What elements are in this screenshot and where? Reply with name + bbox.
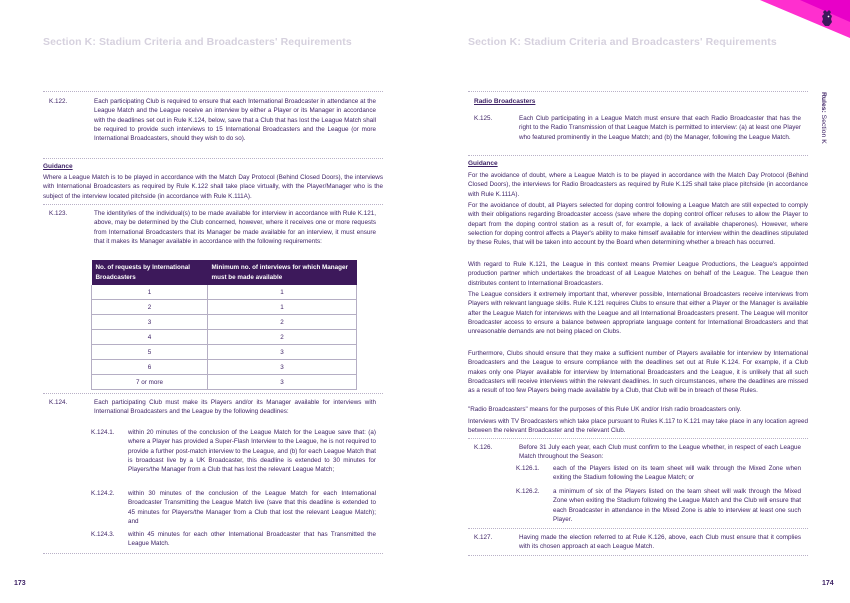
- guidance-paragraph: With regard to Rule K.121, the League in this context means Premier League Productions, the League's appointed production partner which undertakes the broadcast of all League Matches on behalf of the League. The League then distributes content to International Broadcasters.: [468, 261, 808, 287]
- guidance-heading: Guidance: [468, 160, 498, 167]
- table-cell: 5: [92, 345, 208, 360]
- table-cell: 2: [92, 300, 208, 315]
- rule-number: K.123.: [49, 210, 68, 217]
- rule-k123: [49, 209, 376, 246]
- rule-text: Having made the election referred to at Rule K.126, above, each Club must ensure that it complies with its chosen approach at each League Match.: [519, 534, 801, 551]
- rule-number: K.122.: [49, 98, 68, 105]
- rule-number: K.126.2.: [516, 488, 540, 495]
- rule-text: Each participating Club is required to ensure that each International Broadcaster in attendance at the League Match and the League receive an interview by either a Player or its Manager in accordance with the deadlines set out in Rule K.124, below, save that a Club that has lost the League Match shall be required to provide such interviews to 15 International Broadcasters and the League (or more International Broadcasters, should they wish to do so).: [94, 98, 376, 143]
- table-cell: 6: [92, 360, 208, 375]
- rule-text: each of the Players listed on its team sheet will walk through the Mixed Zone when exiting the Stadium following the League Match; or: [553, 465, 801, 482]
- rule-text: a minimum of six of the Players listed on the team sheet will walk through the Mixed Zone when exiting the Stadium following the League Match and the Club will ensure that each Broadcaster in attendance in the Mixed Zone is able to interview at least one such Player.: [553, 488, 801, 523]
- rule-number: K.124.3.: [91, 531, 115, 538]
- table-row: [92, 330, 357, 345]
- page-header: Section K: Stadium Criteria and Broadcasters' Requirements: [43, 36, 352, 48]
- table-cell: 4: [92, 330, 208, 345]
- guidance-paragraph: Furthermore, Clubs should ensure that they make a sufficient number of Players available for interview by International Broadcasters and the League to ensure compliance with the deadlines set out at Rule K.124. For example, if a Club makes only one Player available for interview by International Broadcasters and the League, it is unlikely that all such Broadcasters will receive interviews within the relevant deadlines. In such circumstances, where the deadlines are missed as a result of too few Players being made available by a Club, that Club will be in breach of these Rules.: [468, 350, 808, 395]
- rule-k126: [474, 443, 801, 462]
- rule-text: Before 31 July each year, each Club must confirm to the League whether, in respect of each League Match throughout the Season:: [519, 444, 801, 461]
- table-cell: 1: [208, 285, 357, 300]
- divider: [468, 91, 808, 92]
- rule-text: Each Club participating in a League Match must ensure that each Radio Broadcaster that has the right to the Radio Transmission of that League Match is permitted to interview: (a) at least one Player who featured prominently in the League Match; and (b) the Manager, following the League Match.: [519, 115, 801, 141]
- divider: [43, 91, 383, 92]
- table-cell: 7 or more: [92, 375, 208, 390]
- guidance-paragraph: The League considers it extremely important that, wherever possible, International Broadcasters receive interviews from Players with relevant language skills. Rule K.121 requires Clubs to ensure that either a Player or the Manager is available after the League Match for interviews with the League and all International Broadcasters present. The League will monitor Broadcaster access to ensure a balance between appropriate language content for International Broadcasters and that unreasonable demands are not being placed on Clubs.: [468, 291, 808, 336]
- manager-requests-table: [91, 260, 357, 390]
- rule-k124-2: [91, 489, 376, 526]
- table-row: [92, 375, 357, 390]
- rule-text: within 20 minutes of the conclusion of the League Match for the League save that: (a) where a Player has provided a Super-Flash Interview to the League, he is not required to provide a further post-match interview to the League, and (b) for each League Match that is broadcast live by a UK Broadcaster, this deadline is extended to 30 minutes for Players/the Manager from a Club that has lost the relevant League Match;: [128, 429, 376, 474]
- page-number: 174: [822, 580, 834, 587]
- rule-text: within 45 minutes for each other International Broadcaster that has Transmitted the League Match.: [128, 531, 376, 548]
- side-tab-bold: Rules:: [820, 92, 827, 113]
- rule-number: K.124.1.: [91, 429, 115, 436]
- divider: [468, 555, 808, 556]
- rule-number: K.125.: [474, 115, 493, 122]
- right-page: [425, 0, 850, 603]
- table-cell: 1: [208, 300, 357, 315]
- side-tab-label: [820, 92, 827, 144]
- table-cell: 2: [208, 315, 357, 330]
- rule-text: Each participating Club must make its Players and/or its Manager available for interviews with International Broadcasters and the League by the following deadlines:: [94, 399, 376, 416]
- guidance-paragraph: For the avoidance of doubt, all Players selected for doping control following a League Match are still expected to comply with their obligations regarding Broadcaster access (save where the doping control officer refuses to allow the Player to depart from the doping control station as a result of, for example, a lack of available chaperones). However, where selection for doping control affects a Player's ability to make himself available for interview within the deadlines stipulated by these Rules, that will be taken into account by the Board when determining whether a breach has occurred.: [468, 202, 808, 247]
- rule-k124-3: [91, 530, 376, 549]
- table-row: [92, 315, 357, 330]
- page-header: Section K: Stadium Criteria and Broadcasters' Requirements: [468, 36, 777, 48]
- table-cell: 3: [208, 345, 357, 360]
- table-row: [92, 360, 357, 375]
- guidance-text: Where a League Match is to be played in accordance with the Match Day Protocol (Behind Closed Doors), the interviews with International Broadcasters as required by Rule K.122 shall take place virtually, with the Player/Manager who is the subject of the interview located pitchside (in accordance with Rule K.111A).: [43, 174, 383, 200]
- divider: [468, 155, 808, 156]
- table-row: [92, 300, 357, 315]
- guidance-heading: Guidance: [43, 163, 73, 170]
- table-cell: 3: [92, 315, 208, 330]
- guidance-paragraph: For the avoidance of doubt, where a League Match is to be played in accordance with the Match Day Protocol (Behind Closed Doors), the interviews for Radio Broadcasters as required by Rule K.125 shall take place pitchside (in accordance with Rule K.111A).: [468, 172, 808, 198]
- divider: [43, 553, 383, 554]
- table-header-minimum: Minimum no. of interviews for which Manager must be made available: [208, 260, 357, 285]
- table-cell: 3: [208, 375, 357, 390]
- rule-k124-1: [91, 428, 376, 474]
- rule-k124: [49, 398, 376, 417]
- rule-k122: [49, 97, 376, 143]
- rule-number: K.126.1.: [516, 465, 540, 472]
- rule-text: within 30 minutes of the conclusion of the League Match for each International Broadcaster Transmitting the League Match live (save that this deadline is extended to 45 minutes for Players/the Manager from a Club that lost the relevant League Match); and: [128, 490, 376, 525]
- table-row: [92, 285, 357, 300]
- rule-number: K.126.: [474, 444, 493, 451]
- rule-number: K.127.: [474, 534, 493, 541]
- table-header-requests: No. of requests by International Broadcasters: [92, 260, 208, 285]
- rule-number: K.124.2.: [91, 490, 115, 497]
- table-cell: 2: [208, 330, 357, 345]
- rule-k126-1: [516, 464, 801, 483]
- table-cell: 3: [208, 360, 357, 375]
- page-number: 173: [14, 580, 26, 587]
- rule-k127: [474, 533, 801, 552]
- guidance-paragraph: "Radio Broadcasters" means for the purposes of this Rule UK and/or Irish radio broadcasters only.: [468, 406, 742, 413]
- radio-broadcasters-heading: Radio Broadcasters: [474, 98, 536, 105]
- divider: [43, 204, 383, 205]
- rule-k125: [474, 114, 801, 142]
- guidance-paragraph: Interviews with TV Broadcasters which take place pursuant to Rules K.117 to K.121 may take place in any location agreed between the relevant Broadcaster and the relevant Club.: [468, 418, 808, 435]
- divider: [43, 393, 383, 394]
- table-cell: 1: [92, 285, 208, 300]
- rule-number: K.124.: [49, 399, 68, 406]
- side-tab-section: Section K: [820, 112, 827, 144]
- rule-k126-2: [516, 487, 801, 524]
- divider: [43, 158, 383, 159]
- premier-league-lion-logo: [820, 10, 834, 26]
- divider: [468, 438, 808, 439]
- divider: [468, 528, 808, 529]
- table-row: [92, 345, 357, 360]
- rule-text: The identity/ies of the individual(s) to be made available for interview in accordance with Rule K.121, above, may be determined by the Club concerned, however, where it receives one or more requests from International Broadcasters that its Manager be made available for an interview, it must ensure that it makes its Manager available in accordance with the following requirements:: [94, 210, 376, 245]
